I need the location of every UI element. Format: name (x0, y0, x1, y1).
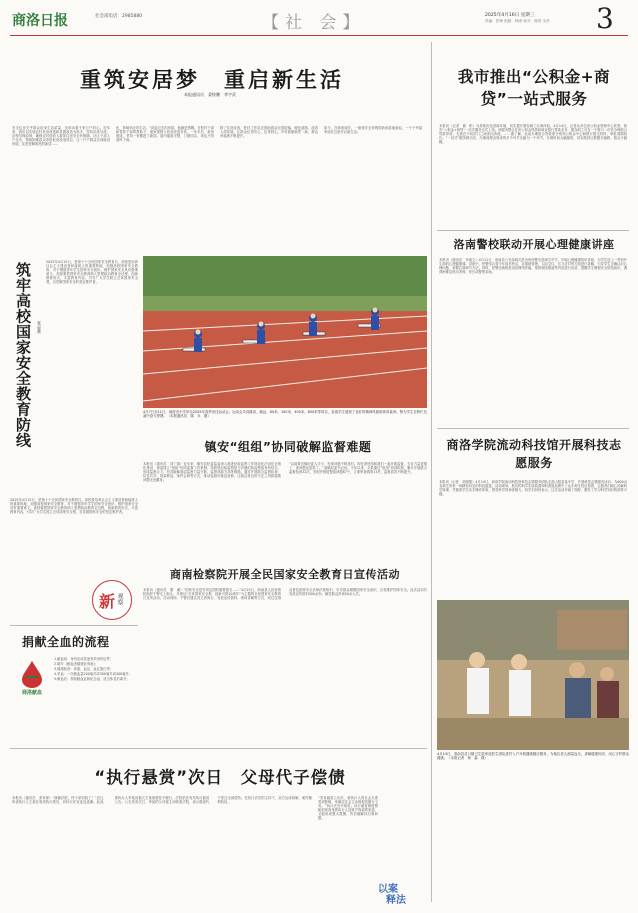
bounty-article (10, 752, 427, 907)
health-photo-caption: 4月14日，洛南县灵口镇卫生院家庭医生团队进村入户开展健康随访服务，为辖区老人测量血压、讲解健康知识，用心守护群众健康。（本报记者 杨 森 摄） (437, 752, 629, 761)
discipline-headline: 镇安“组组”协同破解监督难题 (204, 440, 372, 454)
college-headline: 商洛学院流动科技馆开展科技志愿服务 (446, 438, 622, 470)
college-article (437, 436, 629, 586)
blood-step: 1.献血前：身份证或其他有效身份证件； (54, 657, 114, 661)
blood-step: 3.健康检查：体重、血压、血红蛋白等； (54, 667, 114, 672)
housing-fund-article (437, 42, 629, 232)
blood-donation-box (10, 633, 138, 743)
health-photo (437, 600, 629, 750)
divider-bottom (10, 748, 427, 749)
psych-headline: 洛南警校联动开展心理健康讲座 (453, 238, 615, 251)
masthead (0, 0, 638, 38)
divider-left-1 (10, 625, 138, 626)
case-law-badge (378, 880, 426, 904)
bounty-body: 本报讯（通讯员 张家豪）“谢谢法院，终于拿到钱了！”近日，申请执行人王某在收到执行款后，向执行法官连连道谢。此前，被执行人李某因拖欠王某借款拒不履行，法院依法发布执行悬赏公告。公告发布次日，李某的父母便主动联系法院，表示愿意代子偿还全部债务。在执行法官的主持下，双方达成和解，案件顺利执结。 (12, 796, 312, 805)
lead-byline: 本报通讯员 姜牧鹏 李宇武 (184, 92, 236, 97)
blood-drop-icon (12, 659, 52, 689)
blood-logo (12, 659, 52, 697)
blood-step: 5.献血后：领取献血证和纪念品，适当休息后离开。 (54, 677, 130, 682)
procuratorate-article (143, 566, 427, 746)
housing-fund-headline: 我市推出“公积金+商贷”一站式服务 (457, 68, 611, 108)
issue-date: 2025年4月16日 星期三 (485, 13, 535, 18)
security-essay (10, 256, 140, 496)
lead-headline: 重筑安居梦 重启新生活 (80, 68, 344, 92)
page-number: 3 (596, 2, 614, 35)
lead-col-1: 安全住房关乎群众切身生活质量，也牵动着千家万户的心。近年来，我市以实施农村危房改造和抗震改造为抓手，坚持应改尽改、应保尽保原则，确保农村低收入群体住房安全有保障。社区干部入户走访，帮助困难群众申报危房改造项目，让一户户群众告别破旧房屋，住进宽敞明亮的新居…… (12, 126, 110, 147)
bounty-headline: “执行悬赏”次日 父母代子偿债 (94, 768, 346, 787)
case-law-text-2: 释法 (386, 895, 406, 906)
bounty-body-2: “发布悬赏公告后，被执行人的社会关系受到影响，家属往往会主动督促其履行义务。”执行法官介绍说。执行悬赏制度既能拓宽查找被执行人及财产线索的渠道，又能形成强大震慑，有效破解执行难问题。 (318, 796, 378, 821)
health-photo-image (437, 600, 629, 750)
masthead-sub-line: 社会部电话：2985880 (95, 14, 143, 19)
procuratorate-headline: 商南检察院开展全民国家安全教育日宣传活动 (170, 568, 400, 581)
security-essay-headline: 筑牢高校国家安全教育防线 (14, 262, 32, 448)
sports-photo-image (143, 256, 427, 408)
security-essay-author: 张显豪 (37, 321, 42, 334)
section-name: 社 会 (285, 13, 343, 33)
blood-logo-text: 商洛献血 (21, 690, 42, 696)
blood-step: 2.填写《献血者健康征询表》； (54, 662, 99, 667)
blood-steps (54, 657, 138, 682)
masthead-rule (10, 35, 628, 36)
college-body: 本报讯（记者 刘强强）4月14日，商洛学院流动科技馆科技志愿服务团队走进山阳县某中学，开展科技志愿服务活动，为600余名师生带来一场精彩纷呈的科技盛宴。活动现场，展出的科学实验装置和科普展品吸引了众多师生驻足观看，志愿者们耐心讲解科学原理，并邀请学生动手操作体验，感受科学的神奇魅力。同学们纷纷表示，这次活动开阔了视野，激发了学习科学知识的浓厚兴趣。 (439, 480, 627, 497)
badge-char-new: 新 (99, 592, 116, 611)
blood-headline: 捐献全血的流程 (22, 635, 110, 649)
procuratorate-body: 本报讯（通讯员 董 溪）“国家安全是安邦定国的重要基石……”4月15日，商南县人民检察院组织干警走上街头，开展以“总体国家安全观 创新引领10周年”为主题的全民国家安全教育日宣传活动。活动现场，干警们通过设立咨询台、发放宣传资料、现场讲解等方式，向过往群众普及国家安全法律法规知识，引导群众增强国家安全意识，自觉维护国家安全。此次活动共发放宣传资料300余份，解答群众咨询50余人次。 (143, 588, 427, 601)
paper-logo: 商洛日报 (12, 13, 68, 29)
sports-photo-caption: 4月7日至11日，商洛市小学举办2025年春季田径运动会。运动会共设跳高、跳远、60米、100米、400米、800米等项目，参赛学生展现了良好的精神风貌和体育素养。图为学生在跨栏比赛中奋力拼搏。（本报通讯员 陈 永 摄） (143, 410, 427, 419)
divider-right-2 (437, 428, 629, 429)
column-divider (431, 42, 432, 902)
editor-line: 责编：张锋 组版：韩涛 校对：蒋明 全彦 (485, 19, 550, 23)
discipline-body: 本报讯（通讯员 刘丁娟）近年来，镇安县纪委监委深入推进纪检监察工作规范化法治化正规化建设，探索建立“组组”协同监督工作机制，将派驻纪检监察组与乡镇纪检监察组有机结合，形成监督合力，有效破解基层监督力量分散、监督效能不高等难题。通过开展联合监督检查、信息共享、线索移送、案件会商等方式，推动监督向基层延伸，让群众身边的不正之风和腐败问题无处藏身。 (143, 462, 281, 483)
lead-col-2: 化，影响到正常生活。”说起过去的房屋，他满是感慨。在驻村干部和帮扶干部的帮助下，他家被纳入危房改造对象，一年多后，新房建成，老刘一家搬进了新居。屋内墙面平整，门窗结实，再也不怕刮风下雨。 (116, 126, 214, 143)
badge-char-observe: 观察 (116, 593, 123, 605)
psych-article (437, 236, 629, 426)
discipline-article (143, 438, 427, 560)
new-observation-badge (92, 580, 132, 620)
sports-photo (143, 256, 427, 408)
lead-col-4: 如今，在商洛城乡，一座座安全美观的新房拔地而起，一个个幸福家庭在这里开启新生活。 (324, 126, 422, 135)
section-bracket-left: 【 (262, 13, 285, 33)
discipline-body-2: “以前我们镇纪委人手少，发现问题不够及时。现在派驻组和我们一起开展监督，专业力量更强了，查问题也更准了。”某镇纪委书记说。今年以来，全县通过“组组”协同机制，累计开展联合监督检查32次，发现并督促整改问题87个，立案审查调查11件，监督质效不断提升。 (289, 462, 427, 475)
security-essay-body: 2025年4月15日，是第十个全民国家安全教育日。高校是培养社会主义建设者和接班人的重要阵地，加强高校国家安全教育，对于增强青年学生国家安全意识、维护国家安全具有重要意义。高校要把国家安全教育纳入思想政治教育全过程，创新教育形式，丰富教育内容，引导广大学生树立总体国家安全观，自觉做国家安全的坚定维护者。 (46, 260, 138, 285)
security-essay-continued: 2025年4月15日，是第十个全民国家安全教育日。高校是培养社会主义建设者和接班人的重要阵地，加强高校国家安全教育，对于增强青年学生国家安全意识、维护国家安全具有重要意义。高校要把国家安全教育纳入思想政治教育全过程，创新教育形式，丰富教育内容，引导广大学生树立总体国家安全观，自觉做国家安全的坚定维护者。 (10, 498, 138, 515)
blood-step: 4.采血：一次献血量200毫升或300毫升或400毫升； (54, 672, 133, 677)
section-bracket-right: 】 (342, 13, 366, 33)
divider-right-1 (437, 230, 629, 231)
housing-fund-body: 本报讯（记者 谢 彬）为持续优化营商环境，切实提升缴存职工办事体验，4月14日，记者从市住房公积金管理中心获悉，我市“公积金+商贷”一站式服务正式上线。该服务整合住房公积金贷款和商业银行贷款业务，缴存职工可在一个窗口一次性办理组合贷款申请，无需在不同部门之间来回奔波。……据了解，此前办理组合贷款需分别到公积金中心和银行提交材料，审批周期较长。“一站式”服务推出后，办理流程由原来的多个环节压缩为一个环节，办理时间大幅缩短，切实做到让数据多跑路、群众少跑腿。 (439, 124, 627, 145)
case-law-text-1: 以案 (378, 884, 398, 895)
psych-body: 本报讯（通讯员 李嘉文）4月11日，洛南县公安局城关派出所民警走进城关中学，开展心理健康知识讲座，为学生送上一堂别开生面的心理健康课。讲座中，民警结合青少年成长特点，从情绪管理、人际交往、压力应对等方面进行讲解，引导学生正确认识心理问题，掌握自我调节方法。同时，民警还就防范电信网络诈骗、预防校园欺凌等内容进行宣讲，提醒学生增强安全防范意识，遇到困难及时向老师、家长或警察求助。 (439, 258, 627, 275)
section-title (262, 8, 365, 33)
lead-col-3: 除了住房改造，驻村工作队还帮助群众完善院落、硬化道路、改善人居环境，让群众住得安心、住得舒心。乡村面貌焕然一新，群众幸福感不断提升。 (220, 126, 318, 139)
